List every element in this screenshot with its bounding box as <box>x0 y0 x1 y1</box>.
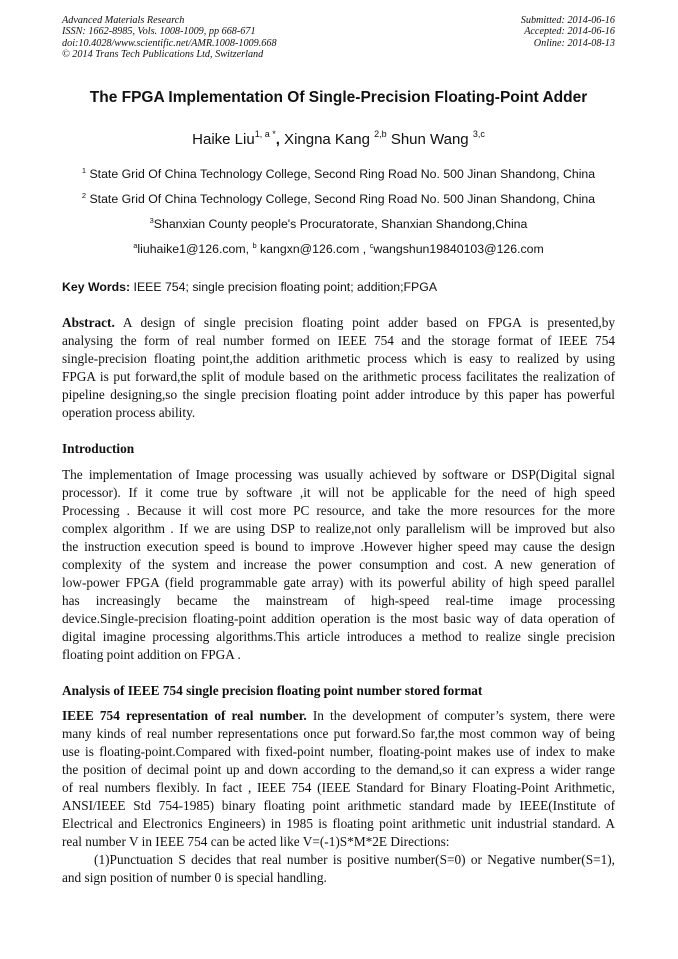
keywords <box>62 280 437 294</box>
keywords-label: Key Words: <box>62 280 131 294</box>
analysis-body <box>62 707 615 887</box>
paragraph-line: digital imagine processing algorithms.This article introduces a method to realize single precision <box>62 629 615 644</box>
author-sup: 3,c <box>472 129 485 139</box>
affiliation-text: Shanxian County people's Procuratorate, Shanxian Shandong,China <box>153 217 528 231</box>
paragraph-line: of real numbers flexibly. In fact , IEEE 754 (IEEE Standard for Binary Floating-Point Arithmetic, <box>62 780 615 795</box>
paragraph-line: operation process ability. <box>62 405 196 420</box>
paragraph-line: complexity of the system and increase the power consumption and cost. A new generation of <box>62 557 615 572</box>
affiliation-sup: 3 <box>149 216 154 225</box>
affiliation-text: State Grid Of China Technology College, Second Ring Road No. 500 Jinan Shandong, China <box>86 192 596 206</box>
abstract <box>62 314 615 422</box>
online-date: Online: 2014-08-13 <box>533 37 615 49</box>
copyright-line: © 2014 Trans Tech Publications Ltd, Switzerland <box>62 49 264 61</box>
author-line <box>62 129 615 148</box>
introduction-body <box>62 466 615 664</box>
paragraph-line: the instruction execution speed is bound to improve .However higher speed may cause the design <box>62 539 615 554</box>
introduction-heading: Introduction <box>62 441 135 456</box>
author-separator: , <box>275 131 280 148</box>
abstract-label: Abstract. <box>62 315 115 330</box>
affiliation-3 <box>62 216 615 231</box>
paragraph-line: Abstract. A design of single precision floating point adder based on FPGA is presented,by <box>62 315 615 330</box>
journal-info <box>62 15 277 61</box>
author-name: Haike Liu <box>192 131 255 148</box>
email-sup: b <box>252 241 257 250</box>
paragraph-line: IEEE 754 representation of real number. In the development of computer’s system, there were <box>62 708 615 723</box>
paragraph-line: the position of decimal point up and down according to the demand,so it can express a wider range <box>62 762 615 777</box>
paragraph-line: real number V in IEEE 754 can be acted like V=(-1)S*M*2E Directions: <box>62 834 450 849</box>
affiliation-sup: 2 <box>81 191 87 200</box>
email-line <box>62 241 615 256</box>
paragraph-line: ANSI/IEEE Std 754-1985) binary floating point arithmetic standard made by IEEE(Institute of <box>62 798 615 813</box>
keywords-text: IEEE 754; single precision floating point; addition;FPGA <box>130 280 438 294</box>
email-sup: c <box>369 241 374 250</box>
paragraph-line: low-power FPGA (field programmable gate array) with its powerful ability of high speed parallel <box>62 575 615 590</box>
email-b[interactable]: kangxn@126.com , <box>256 242 370 256</box>
subsection-lead: IEEE 754 representation of real number. <box>62 708 307 723</box>
analysis-heading: Analysis of IEEE 754 single precision floating point number stored format <box>62 683 483 698</box>
paragraph-line: Processing . Because it will cost more PC resource, and take the more resources for the more <box>62 503 615 518</box>
paragraph-line: floating point addition on FPGA . <box>62 647 241 662</box>
affiliation-2 <box>62 191 615 206</box>
paragraph-line: analysing the form of real number formed on IEEE 754 and the storage format of IEEE 754 <box>62 333 615 348</box>
email-c[interactable]: wangshun19840103@126.com <box>373 242 544 256</box>
paper-title: The FPGA Implementation Of Single-Precision Floating-Point Adder <box>89 89 588 106</box>
dates-info <box>432 15 615 49</box>
submitted-date: Submitted: 2014-06-16 <box>520 15 615 26</box>
paragraph-line: The implementation of Image processing was usually achieved by software or DSP(Digital signal <box>62 467 615 482</box>
author-sup: 1, a * <box>254 129 276 139</box>
affiliation-1 <box>62 166 615 181</box>
paragraph-line: single-precision floating point,the addition arithmetic process which is easy to realized by using <box>62 351 615 366</box>
doi-line: doi:10.4028/www.scientific.net/AMR.1008-1009.668 <box>62 37 277 49</box>
paragraph-line: pipeline designing,so the single precision floating point adder introduce by this paper has powerful <box>62 387 615 402</box>
paragraph-line: FPGA is put forward,the split of module based on the arithmetic process facilitates the realization of <box>62 369 615 384</box>
paragraph-line: and sign position of number 0 is special handling. <box>62 870 327 885</box>
paragraph-line: many kinds of real number representations once put forward.So far,the most common way of being <box>62 726 615 741</box>
author-name: Xingna Kang <box>279 131 375 148</box>
accepted-date: Accepted: 2014-06-16 <box>524 26 615 38</box>
email-sup: a <box>133 241 138 250</box>
paragraph-line: processor). If it come true by software ,it will not be applicable for the need of high speed <box>62 485 615 500</box>
paragraph-line: (1)Punctuation S decides that real number is positive number(S=0) or Negative number(S=1), <box>62 852 615 867</box>
issn-line: ISSN: 1662-8985, Vols. 1008-1009, pp 668-671 <box>62 26 256 38</box>
paragraph-line: device.Single-precision floating-point addition operation is the most basic way of data operation of <box>62 611 615 626</box>
paragraph-line: use is floating-point.Compared with fixed-point number, floating-point makes use of index to make <box>62 744 615 759</box>
author-name: Shun Wang <box>386 131 473 148</box>
affiliation-sup: 1 <box>81 166 87 175</box>
paragraph-line: complex algorithm . If we are using DSP to realize,not only parallelism will be improved but also <box>62 521 615 536</box>
paragraph-line: Electrical and Electronics Engineers) in 1985 is floating point arithmetic unit industrial standard. A <box>62 816 615 831</box>
author-sup: 2,b <box>374 129 387 139</box>
email-a[interactable]: liuhaike1@126.com, <box>137 242 253 256</box>
journal-name: Advanced Materials Research <box>62 15 185 26</box>
paragraph-line: has increasingly became the mainstream of high-speed real-time image processing <box>62 593 615 608</box>
affiliation-text: State Grid Of China Technology College, Second Ring Road No. 500 Jinan Shandong, China <box>86 167 596 181</box>
